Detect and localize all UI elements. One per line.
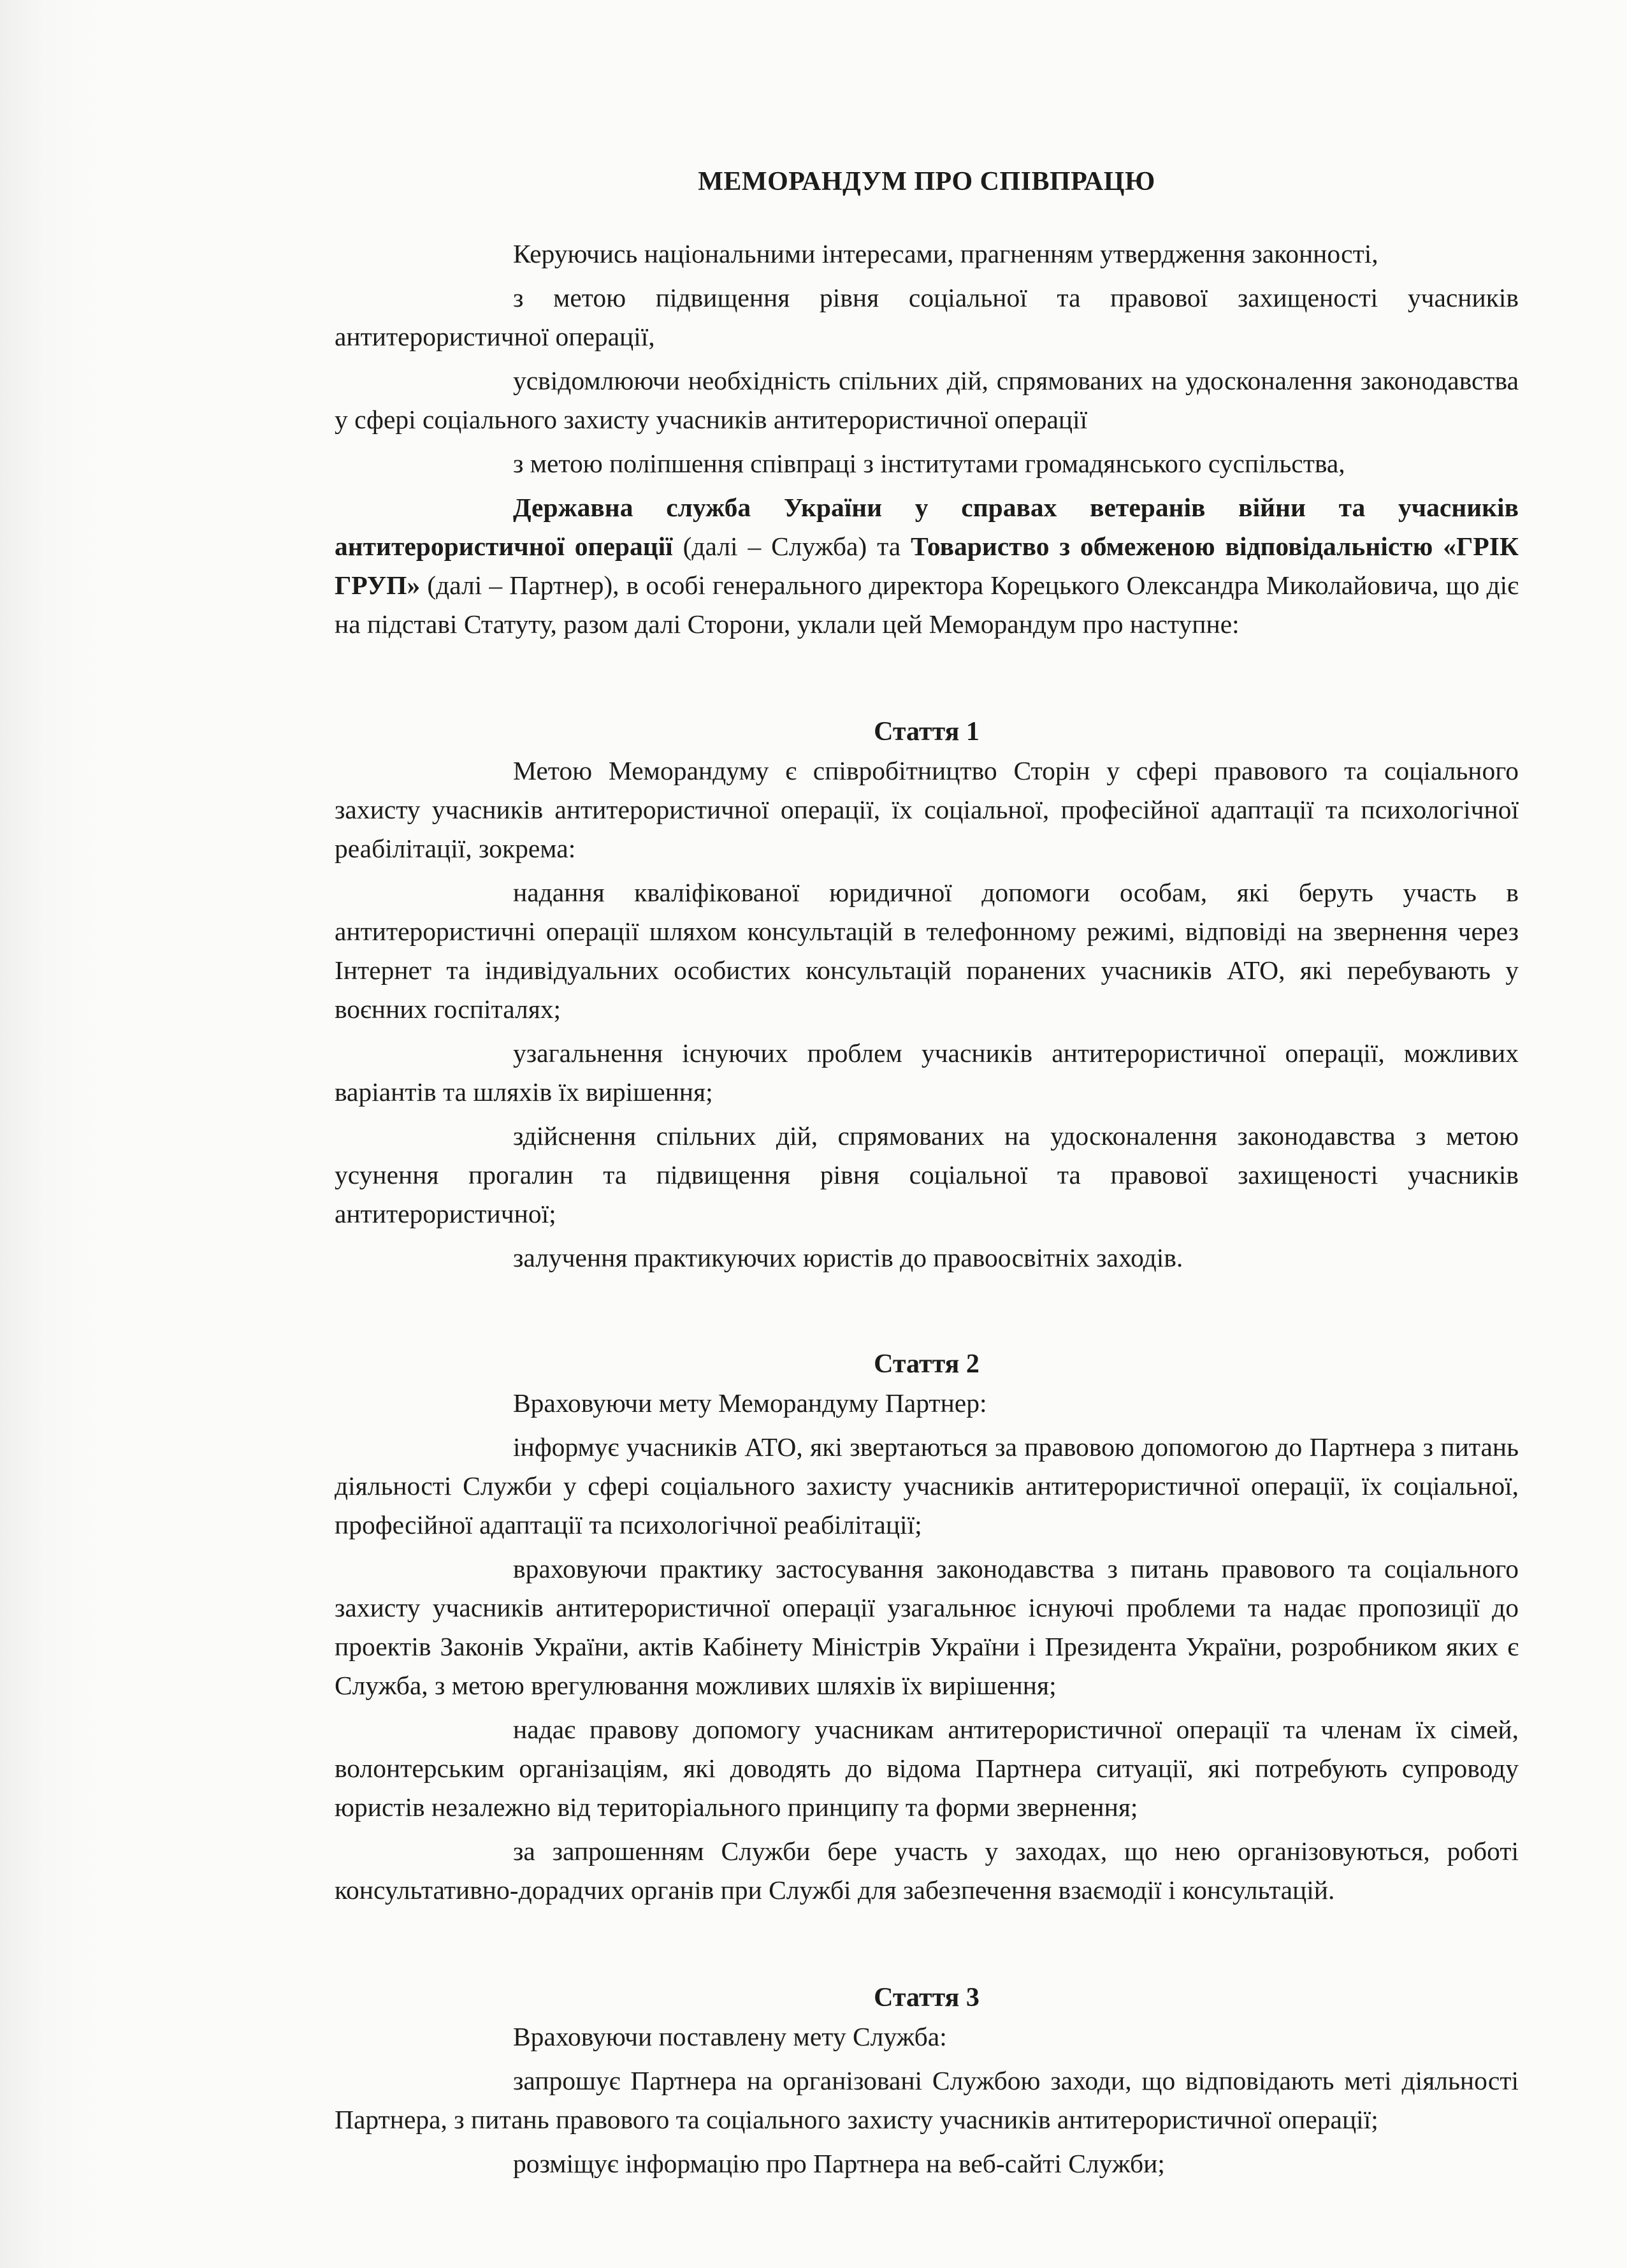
preamble-paragraph-4: з метою поліпшення співпраці з інститутами громадянського суспільства, — [513, 449, 1345, 478]
article-2-item: інформує учасників АТО, які звертаються за правовою допомогою до Партнера з питань діяльності Служби у сфері соціального захисту учасників антитерористичної операції, їх соціальної, професійної адаптації та психологічної реабілітації; — [335, 1432, 1519, 1539]
article-3-item: розміщує інформацію про Партнера на веб-сайті Служби; — [513, 2149, 1165, 2178]
article-3-heading: Стаття 3 — [874, 1983, 980, 2012]
preamble-paragraph-2: з метою підвищення рівня соціальної та правової захищеності учасників антитерористичної операції, — [335, 283, 1519, 351]
article-1-item: здійснення спільних дій, спрямованих на удосконалення законодавства з метою усунення прогалин та підвищення рівня соціальної та правової захищеності учасників антитерористичної; — [335, 1121, 1519, 1228]
article-3-item: запрошує Партнера на організовані Службою заходи, що відповідають меті діяльності Партнера, з питань правового та соціального захисту учасників антитерористичної операції; — [335, 2066, 1519, 2134]
preamble-paragraph-3: усвідомлюючи необхідність спільних дій, спрямованих на удосконалення законодавства у сфері соціального захисту учасників антитерористичної операції — [335, 366, 1519, 434]
article-1-heading: Стаття 1 — [874, 717, 980, 746]
party-partner-name: Товариство з обмеженою відповідальністю «ГРІК ГРУП» — [335, 532, 1519, 600]
article-1-item: залучення практикуючих юристів до правоосвітніх заходів. — [513, 1243, 1183, 1272]
article-2-item: надає правову допомогу учасникам антитерористичної операції та членам їх сімей, волонтерським організаціям, які доводять до відома Партнера ситуації, які потребують супроводу юристів незалежно від територіального принципу та форми звернення; — [335, 1715, 1519, 1822]
article-1-item: надання кваліфікованої юридичної допомоги особам, які беруть участь в антитерористичні операції шляхом консультацій в телефонному режимі, відповіді на звернення через Інтернет та індивідуальних особистих консультацій поранених учасників АТО, які перебувають у воєнних госпіталях; — [335, 878, 1519, 1024]
preamble-text-2: (далі – Партнер), в особі генерального директора Корецького Олександра Миколайовича, що діє на підставі Статуту, разом далі Сторони, уклали цей Меморандум про наступне: — [335, 571, 1519, 639]
article-3-intro: Враховуючи поставлену мету Служба: — [513, 2022, 947, 2051]
article-1-item: узагальнення існуючих проблем учасників антитерористичної операції, можливих варіантів та шляхів їх вирішення; — [335, 1038, 1519, 1107]
preamble-text-1: (далі – Служба) та — [672, 532, 911, 561]
document-title: МЕМОРАНДУМ ПРО СПІВПРАЦЮ — [698, 167, 1155, 196]
article-2-item: враховуючи практику застосування законодавства з питань правового та соціального захисту учасників антитерористичної операції узагальнює існуючі проблеми та надає пропозиції до проектів Законів України, актів Кабінету Міністрів України і Президента України, розробником яких є Служба, з метою врегулювання можливих шляхів їх вирішення; — [335, 1554, 1519, 1700]
preamble-paragraph-1: Керуючись національними інтересами, прагненням утвердження законності, — [513, 239, 1378, 268]
article-1-intro: Метою Меморандуму є співробітництво Сторін у сфері правового та соціального захисту учасників антитерористичної операції, їх соціальної, професійної адаптації та психологічної реабілітації, зокрема: — [335, 756, 1519, 863]
memorandum-body — [335, 163, 1519, 2183]
party-service-name: Державна служба України у справах ветеранів війни та учасників антитерористичної операції — [335, 493, 1519, 561]
article-2-heading: Стаття 2 — [874, 1349, 980, 1379]
preamble-parties-paragraph — [335, 488, 1519, 644]
article-2-intro: Враховуючи мету Меморандуму Партнер: — [513, 1388, 987, 1418]
article-2-item: за запрошенням Служби бере участь у заходах, що нею організовуються, роботі консультативно-дорадчих органів при Службі для забезпечення взаємодії і консультацій. — [335, 1836, 1519, 1905]
